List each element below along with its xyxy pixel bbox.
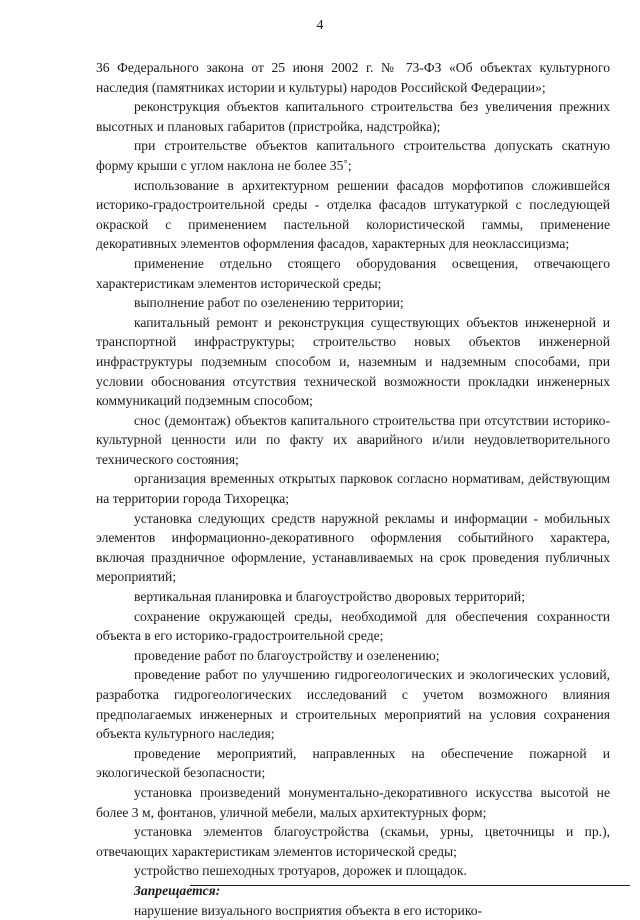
paragraph: проведение мероприятий, направленных на обеспечение пожарной и экологической безопасности; [96,745,610,781]
document-body [96,58,610,920]
paragraph: сохранение окружающей среды, необходимой для обеспечения сохранности объекта в его историко-градостроительной среде; [96,608,610,644]
page-number: 4 [316,18,324,33]
paragraph: установка произведений монументально-декоративного искусства высотой не более 3 м, фонтанов, уличной мебели, малых архитектурных форм; [96,784,610,820]
paragraph: снос (демонтаж) объектов капитального строительства при отсутствии историко-культурной ценности или по факту их аварийного и/или неудовлетворительного технического состояния; [96,412,610,467]
paragraph: выполнение работ по озеленению территории; [134,295,404,311]
paragraph: применение отдельно стоящего оборудования освещения, отвечающего характеристикам элементов исторической среды; [96,255,610,291]
paragraph: капитальный ремонт и реконструкция существующих объектов инженерной и транспортной инфраструктуры; строительство новых объектов инженерной инфраструктуры подземным способом и, наземным и надземным способами, при условии обоснования отсутствия технической возможности прокладки инженерных коммуникаций подземным способом; [96,314,610,409]
paragraph: установка следующих средств наружной рекламы и информации - мобильных элементов информационно-декоративного оформления событийного характера, включая праздничное оформление, устанавливаемых на срок проведения публичных мероприятий; [96,510,610,585]
paragraph: использование в архитектурном решении фасадов морфотипов сложившейся историко-градостроительной среды - отделка фасадов штукатуркой с последующей окраской с применением пастельной колористической гаммы, применение декоративных элементов оформления фасадов, характерных для неоклассицизма; [96,177,610,252]
footer-divider [190,885,630,886]
paragraph: установка элементов благоустройства (скамьи, урны, цветочницы и пр.), отвечающих характеристикам элементов исторической среды; [96,824,610,859]
paragraph: устройство пешеходных тротуаров, дорожек и площадок. [134,863,467,879]
paragraph: реконструкция объектов капитального строительства без увеличения прежних высотных и плановых габаритов (пристройка, надстройка); [96,99,610,134]
paragraph: проведение работ по улучшению гидрогеологических и экологических условий, разработка гидрогеологических исследований с учетом возможного влияния предполагаемых инженерных и строительных мероприятий на условия сохранения объекта культурного наследия; [96,667,610,742]
paragraph: при строительстве объектов капитального строительства допускать скатную форму крыши с углом наклона не более 35˚; [96,138,610,173]
section-heading: Запрещается: [134,882,221,898]
paragraph: вертикальная планировка и благоустройство дворовых территорий; [134,589,525,605]
paragraph: организация временных открытых парковок согласно нормативам, действующим на территории города Тихорецка; [96,471,610,507]
paragraph: проведение работ по благоустройству и озеленению; [134,647,440,663]
paragraph: нарушение визуального восприятия объекта в его историко- [134,902,483,918]
paragraph: 36 Федерального закона от 25 июня 2002 г. № 73-ФЗ «Об объектах культурного наследия (памятниках истории и культуры) народов Российской Федерации»; [96,60,610,95]
